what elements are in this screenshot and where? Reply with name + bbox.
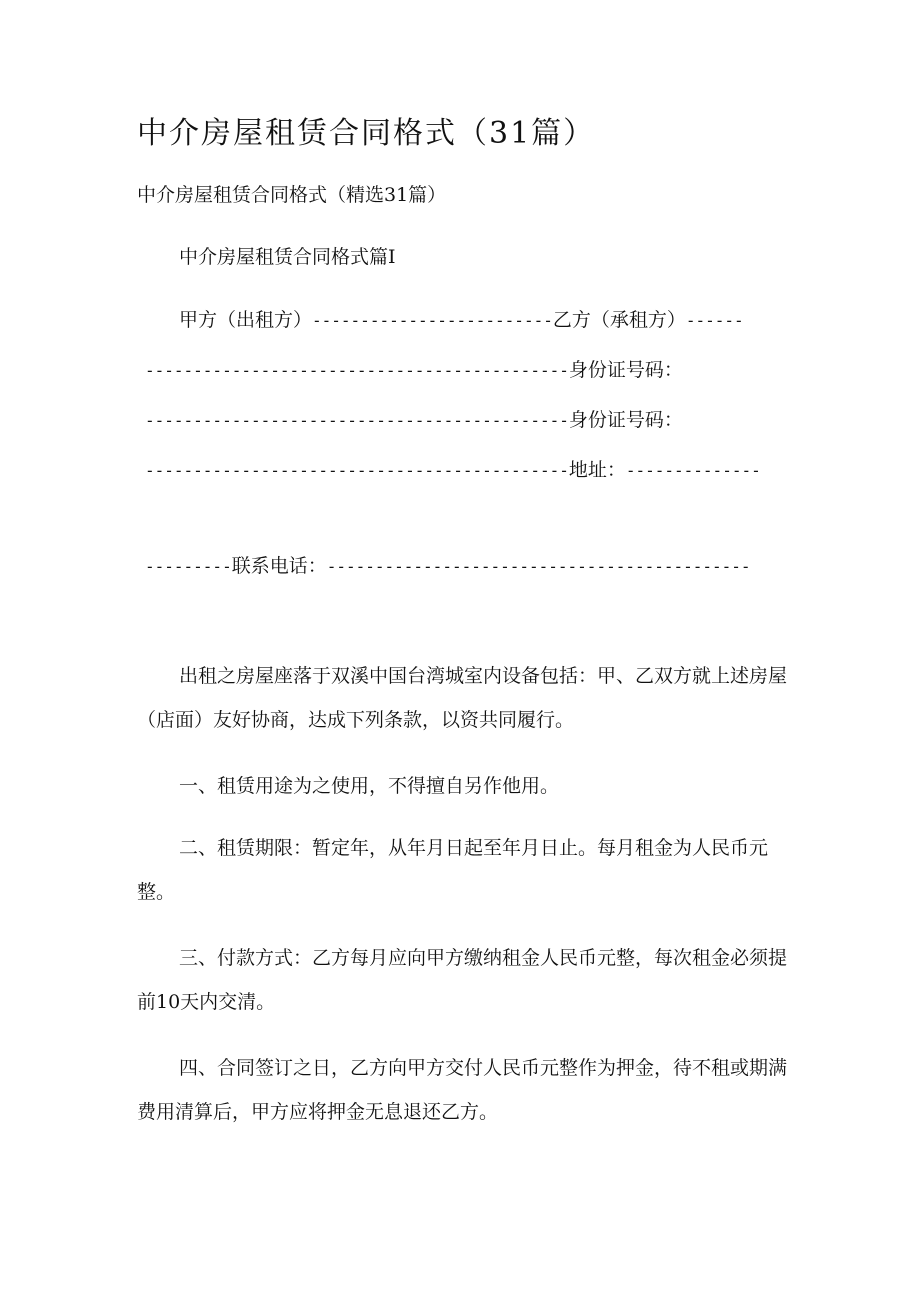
paragraph-clause-2: 二、租赁期限：暂定年，从年月日起至年月日止。每月租金为人民币元整。 [137,837,769,903]
party-a-label: 甲方（出租方） [179,309,313,331]
phone-line [145,551,751,578]
party-line [179,305,744,332]
address-line [145,455,761,482]
party-a-blank: ------------------------- [312,311,553,330]
phone-lead-blank: --------- [145,557,232,576]
id-line-2 [145,405,683,432]
phone-blank: -------------------------------------------- [326,557,751,576]
document-title: 中介房屋租赁合同格式（31篇） [137,116,596,151]
address-blank: -------------- [625,461,761,480]
party-b-label: 乙方（承租方） [552,309,686,331]
address-label: 地址： [568,459,626,481]
id-blank-2: -------------------------------------------- [145,411,569,430]
party-b-blank: ------ [685,311,744,330]
phone-label: 联系电话： [231,555,327,577]
section-heading: 中介房屋租赁合同格式篇I [179,246,396,268]
paragraph-premises: 出租之房屋座落于双溪中国台湾城室内设备包括：甲、乙双方就上述房屋（店面）友好协商，达成下列条款，以资共同履行。 [137,665,788,731]
id-label-1: 身份证号码： [568,359,683,381]
paragraph-clause-3: 三、付款方式：乙方每月应向甲方缴纳租金人民币元整，每次租金必须提前10天内交清。 [137,947,788,1013]
document-subtitle: 中介房屋租赁合同格式（精选31篇） [137,184,447,206]
paragraph-clause-1: 一、租赁用途为之使用，不得擅自另作他用。 [179,775,560,797]
id-line-1 [145,355,683,382]
paragraph-clause-4: 四、合同签订之日，乙方向甲方交付人民币元整作为押金，待不租或期满费用清算后，甲方应将押金无息退还乙方。 [137,1057,788,1123]
id-label-2: 身份证号码： [568,409,683,431]
address-lead-blank: -------------------------------------------- [145,461,569,480]
id-blank-1: -------------------------------------------- [145,361,569,380]
